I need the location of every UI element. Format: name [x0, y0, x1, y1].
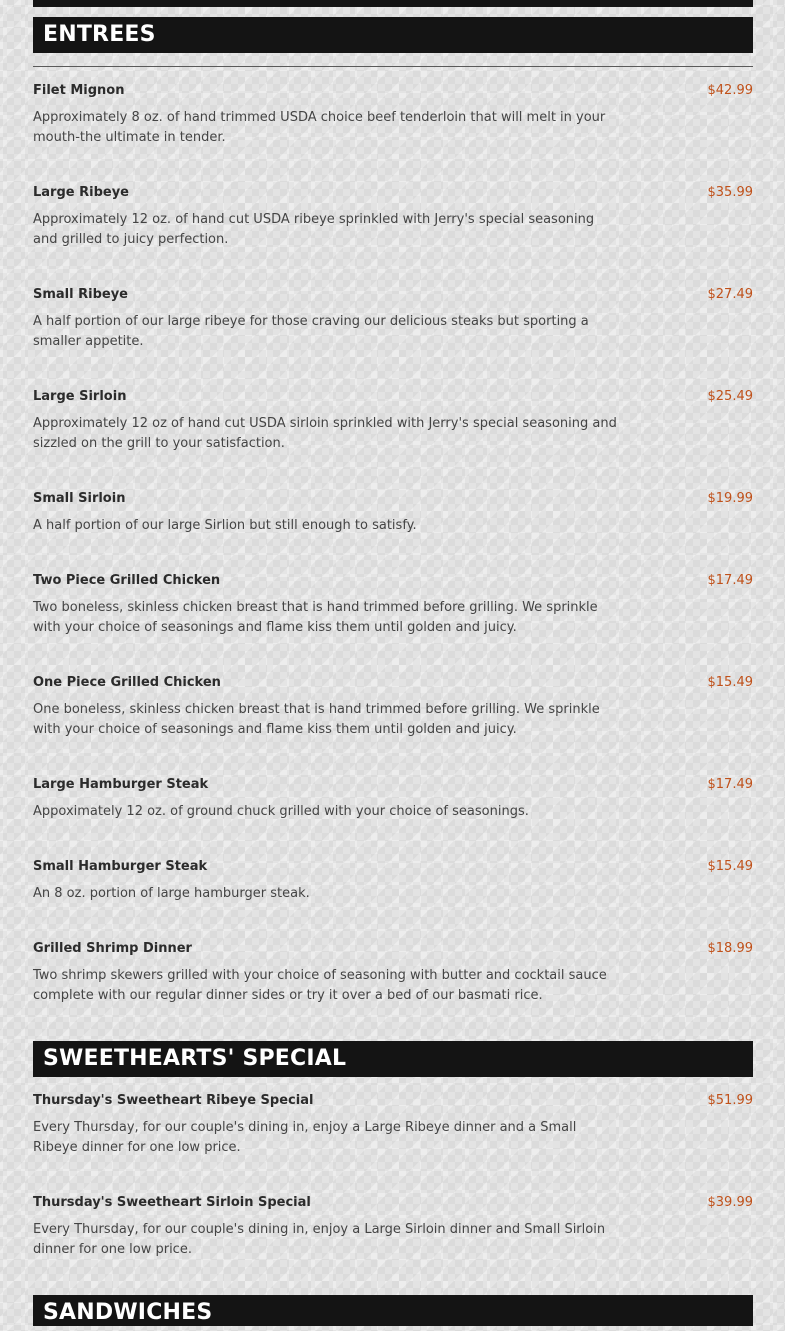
item-name: Thursday's Sweetheart Sirloin Special: [33, 1195, 311, 1210]
item-name: Two Piece Grilled Chicken: [33, 573, 221, 588]
item-name: One Piece Grilled Chicken: [33, 675, 221, 690]
item-name: Grilled Shrimp Dinner: [33, 941, 192, 956]
item-description: Approximately 12 oz. of hand cut USDA ribeye sprinkled with Jerry's special seasoning and grilled to juicy perfection.: [33, 212, 595, 247]
section-title: SANDWICHES: [43, 1300, 213, 1325]
section-title: SWEETHEARTS' SPECIAL: [43, 1046, 347, 1071]
item-description: Two shrimp skewers grilled with your choice of seasoning with butter and cocktail sauce complete with our regular dinner sides or try it over a bed of our basmati rice.: [33, 968, 607, 1003]
item-description: One boneless, skinless chicken breast that is hand trimmed before grilling. We sprinkle with your choice of seasonings and flame kiss them until golden and juicy.: [33, 702, 600, 737]
item-price: $17.49: [707, 573, 753, 588]
item-price: $42.99: [707, 83, 753, 98]
section-header-sweethearts-special: [33, 1041, 753, 1077]
item-description: Every Thursday, for our couple's dining in, enjoy a Large Ribeye dinner and a Small Ribeye dinner for one low price.: [33, 1120, 577, 1155]
item-name: Small Hamburger Steak: [33, 859, 208, 874]
section-title: ENTREES: [43, 22, 156, 47]
item-price: $25.49: [707, 389, 753, 404]
item-description: Every Thursday, for our couple's dining in, enjoy a Large Sirloin dinner and Small Sirloin dinner for one low price.: [33, 1222, 606, 1257]
item-description: An 8 oz. portion of large hamburger steak.: [33, 886, 310, 901]
item-price: $18.99: [707, 941, 753, 956]
item-name: Small Sirloin: [33, 491, 126, 506]
item-name: Filet Mignon: [33, 83, 125, 98]
item-price: $27.49: [707, 287, 753, 302]
item-price: $15.49: [707, 675, 753, 690]
section-header-sandwiches: [33, 1295, 753, 1326]
section-header-entrees: [33, 17, 753, 53]
item-name: Small Ribeye: [33, 287, 128, 302]
item-description: A half portion of our large Sirlion but still enough to satisfy.: [33, 518, 417, 533]
item-price: $35.99: [707, 185, 753, 200]
item-name: Large Sirloin: [33, 389, 127, 404]
divider: [33, 66, 753, 67]
item-price: $39.99: [707, 1195, 753, 1210]
item-name: Large Ribeye: [33, 185, 129, 200]
item-price: $15.49: [707, 859, 753, 874]
item-description: Appoximately 12 oz. of ground chuck grilled with your choice of seasonings.: [33, 804, 529, 819]
item-description: Approximately 8 oz. of hand trimmed USDA choice beef tenderloin that will melt in your mouth-the ultimate in tender.: [33, 110, 606, 145]
item-price: $17.49: [707, 777, 753, 792]
item-description: Two boneless, skinless chicken breast that is hand trimmed before grilling. We sprinkle with your choice of seasonings and flame kiss them until golden and juicy.: [33, 600, 598, 635]
item-price: $19.99: [707, 491, 753, 506]
item-name: Thursday's Sweetheart Ribeye Special: [33, 1093, 314, 1108]
item-description: Approximately 12 oz of hand cut USDA sirloin sprinkled with Jerry's special seasoning and sizzled on the grill to your satisfaction.: [33, 416, 617, 451]
top-bar: [33, 0, 753, 7]
item-description: A half portion of our large ribeye for those craving our delicious steaks but sporting a smaller appetite.: [33, 314, 589, 349]
item-name: Large Hamburger Steak: [33, 777, 209, 792]
item-price: $51.99: [707, 1093, 753, 1108]
